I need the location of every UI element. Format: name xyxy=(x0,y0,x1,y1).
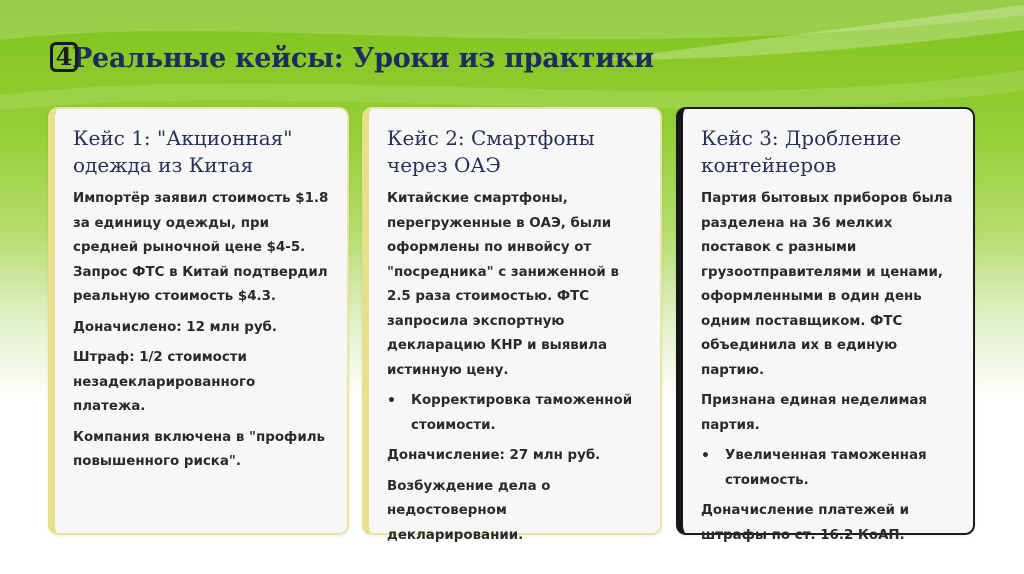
case-paragraph: Штраф: 1/2 стоимости незадекларированного платежа. xyxy=(73,350,256,414)
case-paragraph: Компания включена в "профиль повышенного риска". xyxy=(73,429,325,469)
bullet-dot-icon: • xyxy=(387,393,396,409)
case-card-title: Кейс 1: "Акционная" одежда из Китая xyxy=(73,126,293,177)
case-paragraph: Партия бытовых приборов была разделена на 36 мелких поставок с разными грузоотправителями и ценами, оформленными в один день одним поставщиком. ФТС объединила их в единую партию. xyxy=(701,191,953,378)
case-bullet-item xyxy=(701,444,957,493)
slide-title: Реальные кейсы: Уроки из практики xyxy=(72,42,654,74)
case-paragraph: Возбуждение дела о недостоверном декларировании. xyxy=(387,478,551,543)
case-bullet-item xyxy=(387,389,644,438)
case-paragraph: Доначислено: 12 млн руб. xyxy=(73,319,277,335)
case-paragraph: Признана единая неделимая партия. xyxy=(701,393,928,433)
case-paragraph: Китайские смартфоны, перегруженные в ОАЭ, были оформлены по инвойсу от "посредника" с заниженной в 2.5 раза стоимостью. ФТС запросила экспортную декларацию КНР и выявила истинную цену. xyxy=(387,191,619,378)
case-bullet-text: Увеличенная таможенная стоимость. xyxy=(725,448,927,488)
case-card-2[interactable] xyxy=(362,107,662,543)
case-card-3[interactable] xyxy=(676,107,975,543)
case-card-title: Кейс 2: Смартфоны через ОАЭ xyxy=(387,126,595,177)
case-paragraph: Импортёр заявил стоимость $1.8 за единицу одежды, при средней рыночной цене $4-5. Запрос ФТС в Китай подтвердил реальную стоимость $4.3. xyxy=(73,191,329,304)
case-card-title: Кейс 3: Дробление контейнеров xyxy=(701,126,902,177)
case-paragraph: Доначисление платежей и штрафы по ст. 16.2 КоАП. xyxy=(701,503,909,543)
bullet-dot-icon: • xyxy=(701,448,710,464)
case-card-1[interactable] xyxy=(48,107,349,535)
case-paragraph: Доначисление: 27 млн руб. xyxy=(387,448,601,463)
slide-header xyxy=(50,38,654,78)
case-bullet-text: Корректировка таможенной стоимости. xyxy=(411,393,633,433)
slide-number-badge: 4 xyxy=(50,42,78,72)
